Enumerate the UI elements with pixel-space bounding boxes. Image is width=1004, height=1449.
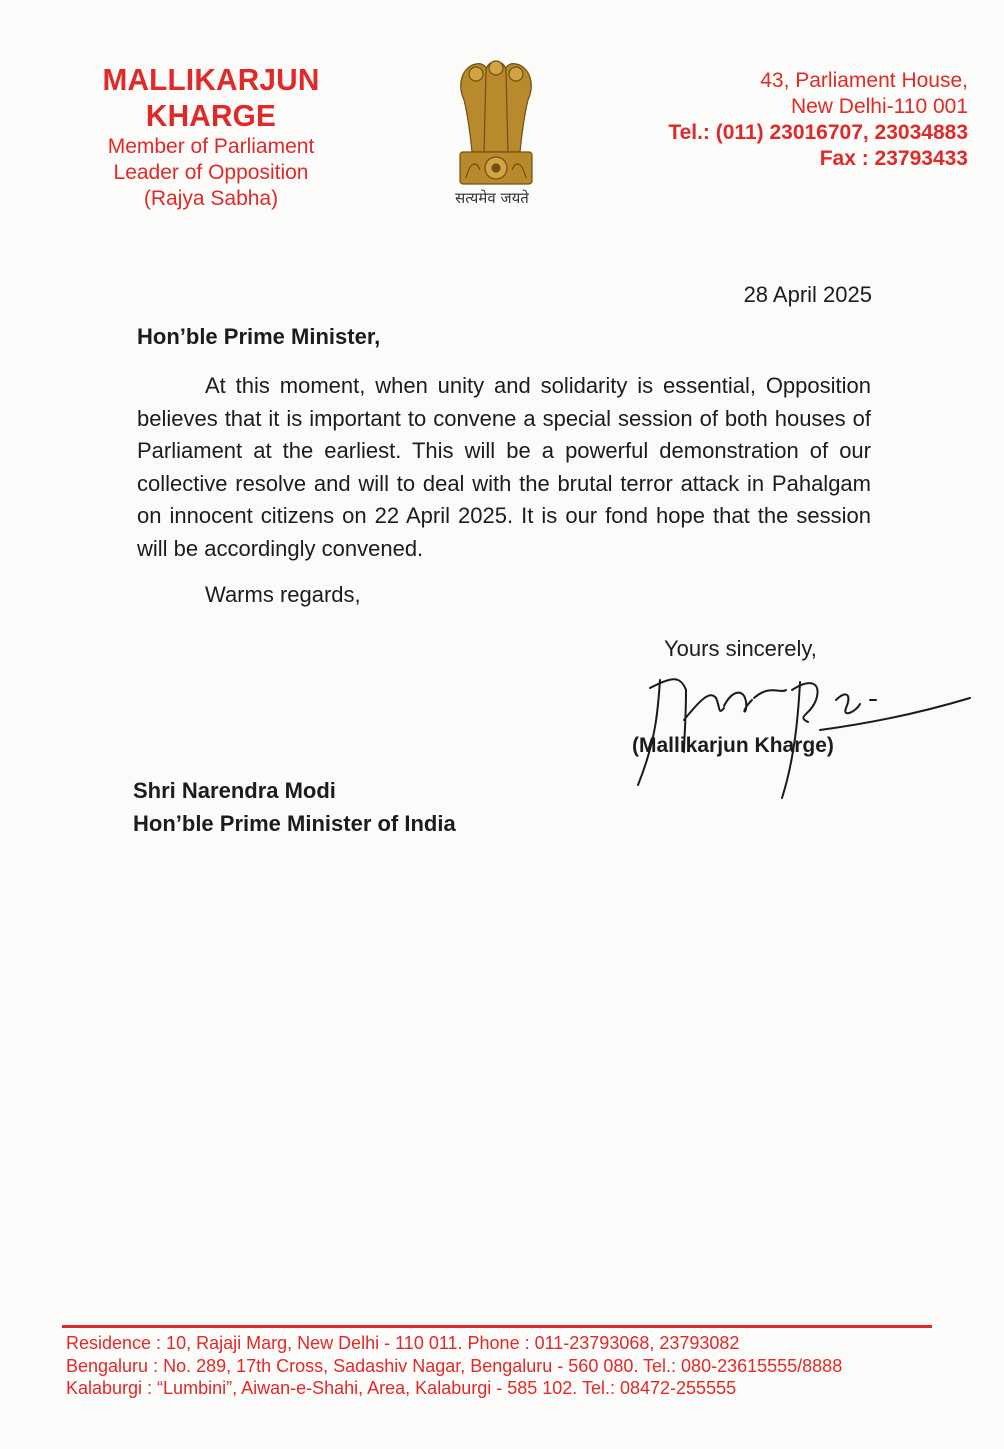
letterhead-sender: [26, 62, 396, 212]
addressee: [133, 774, 456, 840]
sender-role-3: (Rajya Sabha): [143, 187, 279, 210]
letter-body: At this moment, when unity and solidarity is essential, Opposition believes that it is important to convene a special session of both houses of Parliament at the earliest. This will be a powerful demonstration of our collective resolve and will to deal with the brutal terror attack in Pahalgam on innocent citizens on 22 April 2025. It is our fond hope that the session will be accordingly convened.: [137, 373, 871, 561]
footer-divider: [62, 1325, 932, 1328]
sender-name: MALLIKARJUN KHARGE: [102, 62, 320, 133]
signatory-name: (Mallikarjun Kharge): [632, 734, 834, 757]
emblem-motto: सत्यमेव जयते: [455, 189, 529, 207]
address-line-1: 43, Parliament House,: [760, 69, 968, 92]
handwritten-signature: [620, 660, 980, 800]
addressee-title: Hon’ble Prime Minister of India: [133, 811, 456, 836]
sender-role-1: Member of Parliament: [107, 135, 315, 158]
footer-addresses: [66, 1332, 946, 1400]
footer-kalaburgi: Kalaburgi : “Lumbini”, Aiwan-e-Shahi, Area, Kalaburgi - 585 102. Tel.: 08472-255555: [66, 1378, 737, 1398]
salutation: Hon’ble Prime Minister,: [137, 324, 381, 349]
letter-date: 28 April 2025: [743, 282, 872, 307]
sender-role-2: Leader of Opposition: [113, 161, 309, 184]
address-fax: Fax : 23793433: [819, 147, 968, 170]
regards: Warms regards,: [205, 582, 361, 607]
letterhead-address: [588, 68, 968, 172]
closing: Yours sincerely,: [664, 636, 817, 661]
national-emblem-icon: [446, 52, 546, 210]
address-line-2: New Delhi-110 001: [790, 95, 968, 118]
address-phone: Tel.: (011) 23016707, 23034883: [668, 121, 968, 144]
footer-residence: Residence : 10, Rajaji Marg, New Delhi - 110 011. Phone : 011-23793068, 23793082: [66, 1333, 740, 1353]
addressee-name: Shri Narendra Modi: [133, 778, 336, 803]
footer-bengaluru: Bengaluru : No. 289, 17th Cross, Sadashiv Nagar, Bengaluru - 560 080. Tel.: 080-23615555/8888: [66, 1355, 843, 1376]
